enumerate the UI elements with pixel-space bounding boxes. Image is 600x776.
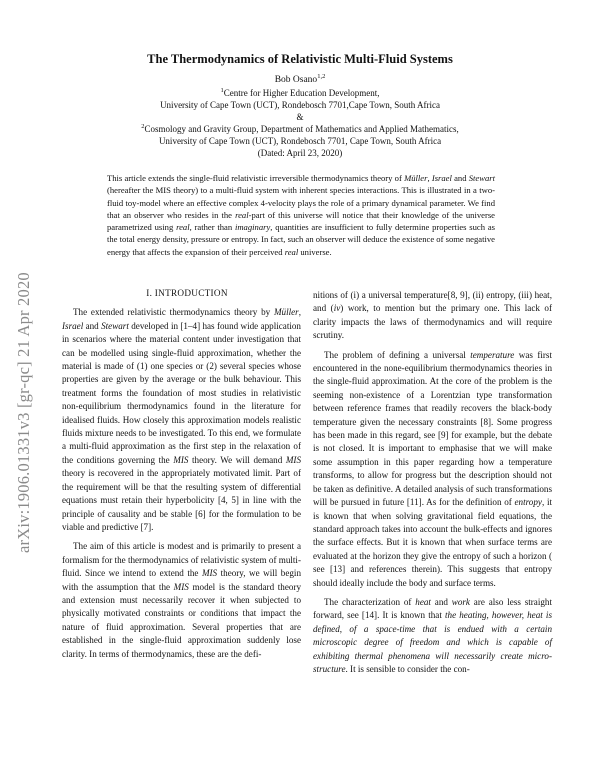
intro-paragraph-1: The extended relativistic thermodynamics theory by Müller, Israel and Stewart developed in [1–4] has found wide application in scenarios where the material content under investigation that can be modelled using single-fluid approximation, whether the material is made of (1) one species or (2) several species whose properties are given by the average or the bulk behaviour. This treatment forms the foundation of most studies in relativistic non-equilibrium thermodynamics found in the literature for idealised fluids. How closely this approximation models realistic fluids mixture needs to be investigated. To this end, we formulate a multi-fluid approximation as the first step in the relaxation of the conditions governing the MIS theory. We will demand MIS theory is recovered in the appropriately motivated limit. Part of the requirement will be that the resulting system of differential equations must retain their hyperbolicity [4, 5] in line with the principle of causality and be stable [6] for the formulation to be viable and predictive [7]. xyxy=(62,307,301,532)
author-name: Bob Osano xyxy=(274,75,318,85)
affiliation-1-line2: University of Cape Town (UCT), Rondebosch 7701,Cape Town, South Africa xyxy=(160,100,440,110)
dated-line: (Dated: April 23, 2020) xyxy=(257,148,343,158)
affiliation-2-line1: $^2$Cosmology and Gravity Group, Department of Mathematics and Applied Mathematics, xyxy=(141,123,459,134)
affiliation-2-line2: University of Cape Town (UCT), Rondebosch 7701, Cape Town, South Africa xyxy=(158,136,442,146)
author-line xyxy=(80,74,520,86)
intro-paragraph-2: The aim of this article is modest and is primarily to present a formalism for the thermodynamics of relativistic system of multi-fluid. Since we intend to extend the MIS theory, we will begin with the assumption that the MIS model is the standard theory and extension must necessarily recover it when subjected to physically motivated constraints or conditions that impact the nature of fluid approximation. Several properties that are established in the single-fluid approximation suddenly lose clarity. In terms of thermodynamics, these are the defi- xyxy=(62,541,301,659)
intro-paragraph-3: The problem of defining a universal temperature was first encountered in the none-equilibrium thermodynamics theories in the single-fluid approximation. At the core of the problem is the seeming non-existence of a Lorentzian type transformation between reference frames that readily recovers the black-body temperature given the necessary constraints [8]. Some progress has been made in this regard, see [9] for example, but the debate is not closed. It is important to emphasise that we will make some assumption in this paper regarding how a temperature transforms, to allow for progress but the description should not be taken as definitive. A detailed analysis of such transformations will be pursued in future [11]. As for the definition of entropy, it is known that when solving gravitational field equations, the standard approach takes into account the bulk-effects and ignores the surface effects. But it is known that when surface terms are evaluated at the horizon they give the entropy of such a horizon ( see [13] and references therein). This suggests that entropy should ideally include the body and surface terms. xyxy=(313,349,552,588)
section-heading: I. INTRODUCTION xyxy=(146,288,228,298)
affiliation-1-mark: 1 xyxy=(220,87,224,94)
affiliation-separator: & xyxy=(296,112,304,122)
paper-title: The Thermodynamics of Relativistic Multi-Fluid Systems xyxy=(147,52,453,66)
affiliation-1-line1: $^1$Centre for Higher Education Development, xyxy=(220,87,380,98)
author-marks: 1,2 xyxy=(317,72,326,80)
intro-paragraph-2-continued: nitions of (i) a universal temperature[8, 9], (ii) entropy, (iii) heat, and (iv) work, to mention but the primary one. This lack of clarity impacts the laws of thermodynamics and will require scrutiny. xyxy=(313,290,552,341)
left-column xyxy=(62,287,301,661)
right-column xyxy=(313,289,552,676)
arxiv-stamp: arXiv:1906.01331v3 [gr-qc] 21 Apr 2020 xyxy=(14,272,33,553)
abstract: This article extends the single-fluid relativistic irreversible thermodynamics theory of Müller, Israel and Stewart (hereafter the MIS theory) to a multi-fluid system with inherent species interactions. This is illustrated in a two-fluid toy-model where an effective complex 4-velocity plays the role of a primary dynamical parameter. We find that an observer who resides in the real-part of this universe will notice that their knowledge of the universe parametrized using real, rather than imaginary, quantities are insufficient to fully determine properties such as the total energy density, pressure or entropy. In fact, such an observer will deduce the existence of some negative energy that affects the expansion of their perceived real universe. xyxy=(107,173,495,257)
intro-paragraph-4: The characterization of heat and work are also less straight forward, see [14]. It is known that the heating, however, heat is defined, of a space-time that is endued with a certain microscopic degree of freedom and which is capable of exhibiting thermal phenomena will necessarily create micro-structure. It is sensible to consider the con- xyxy=(313,596,552,674)
affiliation-2-mark: 2 xyxy=(141,123,145,130)
